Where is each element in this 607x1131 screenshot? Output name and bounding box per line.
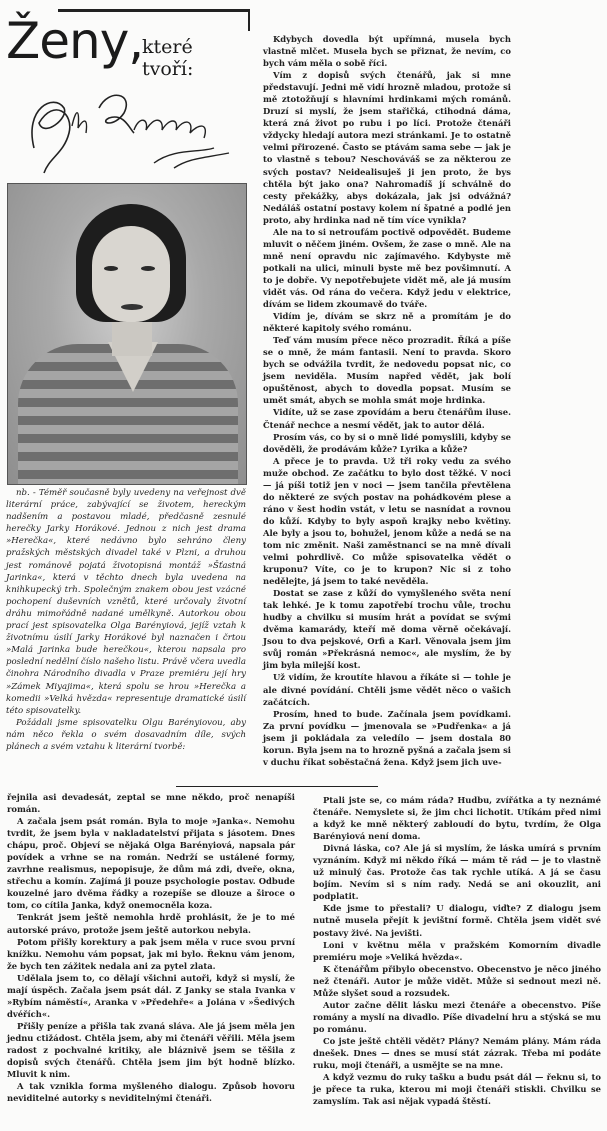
article-paragraph: Kdybych dovedla být upřímná, musela bych vlastně mlčet. Musela bych se přiznat, že nevím, co bych vám měla o sobě říci. xyxy=(263,34,511,69)
caption-paragraph: Požádali jsme spisovatelku Olgu Barényiovou, aby nám něco řekla o svém dosavadním díle, svých plánech a svém vztahu k literární tvorbě: xyxy=(6,717,246,752)
article-paragraph: K čtenářům přibylo obecenstvo. Obecenstvo je něco jiného než čtenáři. Autor je může vidět. Může si sednout mezi ně. Může slyšet soud a rozsudek. xyxy=(313,963,601,998)
article-paragraph: Teď vám musím přece něco prozradit. Říká a píše se o mně, že mám fantasii. Není to pravda. Skoro bych se odvážila tvrdit, že nedovedu popsat nic, co jsem neviděla. Musím napřed vědět, jak bolí opuštěnost, abych to dovedla popsat. Musím se umět smát, abych se mohla smát moje hrdinka. xyxy=(263,335,511,406)
article-paragraph: Tenkrát jsem ještě nemohla hrdě prohlásit, že je to mé autorské právo, protože jsem ještě autorkou nebyla. xyxy=(7,912,295,935)
article-paragraph: Vím z dopisů svých čtenářů, jak si mne představují. Jedni mě vidí hrozně mladou, protože si mě ztotožňují s hlavními hrdinkami mých románů. Druzí si myslí, že jsem stařičká, ctihodná dáma, která zná život po rubu i po líci. Protože čtenáři vždycky hledají autora mezi stránkami. Je to ostatně velmi přirozené. Často se ptávám sama sebe — jak je to vlastně s tebou? Neschováváš se za některou ze svých postav? Neidealisuješ ji jen proto, že bys chtěla být jako ona? Nahromadíš jí schválně do cesty překážky, abys dokázala, jak jsi odvážná? Nedáláš ostatní postavy kolem ní špatné a podlé jen proto, aby hrdinka nad ně tím více vynikla? xyxy=(263,70,511,225)
article-paragraph: Ptali jste se, co mám ráda? Hudbu, zvířátka a ty neznámé čtenáře. Nemyslete si, že jim chci lichotit. Utíkám před nimi a když ke mně některý zabloudí do bytu, tvrdím, že Olga Barényiová není doma. xyxy=(313,795,601,842)
article-column-bottom-right xyxy=(313,794,601,1107)
article-paragraph: A když vezmu do ruky tašku a budu psát dál — řeknu si, to je přece ta ruka, kterou mi moji čtenáři stiskli. Chvilku se zamyslím. Tak asi nějak vypadá štěstí. xyxy=(313,1072,601,1107)
article-paragraph: Přišly peníze a přišla tak zvaná sláva. Ale já jsem měla jen jednu ctižádost. Chtěla jsem, aby mi čtenáři věřili. Měla jsem radost z pochvalné kritiky, ale bláznivě jsem se těšila z dopisů svých čtenářů. Chtěla jsem jim být hodně blízko. Mluvit k nim. xyxy=(7,1020,295,1080)
signature-icon xyxy=(14,78,234,178)
photo-caption-intro xyxy=(6,487,246,753)
article-paragraph: Už vidím, že kroutíte hlavou a říkáte si — tohle je ale divné povídání. Chtěli jsme vědět něco o vašich začátcích. xyxy=(263,672,511,707)
article-paragraph: Divná láska, co? Ale já si myslím, že láska umírá s prvním vyznáním. Když mi někdo říká — mám tě rád — je to vlastně už minulý čas. Protože čas tak rychle utíká. A já se času bojím. Nevím si s ním rady. Nedá se ani okouzlit, ani podplatit. xyxy=(313,843,601,902)
author-portrait-photo xyxy=(7,183,247,485)
article-paragraph: Prosím, hned to bude. Začínala jsem povídkami. Za první povídku — jmenovala se »Pudřenka« a já jsem ji pokládala za veledílo — jsem dostala 80 korun. Byla jsem na to hrozně pyšná a začala jsem si v duchu říkat soběstačná žena. Když jsem jich uve- xyxy=(263,708,511,767)
caption-paragraph: nb. - Téměř současně byly uvedeny na veřejnost dvě literární práce, zabývající se životem, hereckým nadšením a postavou mladé, předčasně zesnulé herečky Jarky Horákové. Jednou z nich jest drama »Herečka«, které nedávno bylo sehráno členy pražských městských divadel také v Plzni, a druhou jest románově pojatá životopisná montáž »Šťastná Jarinka«, která v těchto dnech byla uvedena na knihkupecký trh. Společným znakem obou jest vzácné pochopení duševních vznětů, které určovaly životní dráhu mimořádně nadané umělkyně. Autorkou obou prací jest spisovatelka Olga Barényiová, jejíž vztah k životnímu úsilí Jarky Horákové byl naznačen i črtou »Malá Jarinka bude herečkou«, kterou napsala pro poslední nedělní číslo našeho listu. Právě včera uvedla činohra Národního divadla v Praze premiéru její hry »Zámek Miyajima«, která spolu se hrou »Herečka a komedii »Velká hvězda« representuje dramatické úsilí této spisovatelky. xyxy=(6,488,246,716)
article-paragraph: Loni v květnu měla v pražském Komorním divadle premiéru moje »Veliká hvězda«. xyxy=(313,939,601,962)
author-signature xyxy=(14,78,234,178)
article-paragraph: Co jste ještě chtěli vědět? Plány? Nemám plány. Mám ráda dnešek. Dnes — dnes se musí stát zázrak. Třeba mi podáte ruku, moji čtenáři, a usmějte se na mne. xyxy=(313,1035,601,1071)
article-paragraph: Kde jsme to přestali? U dialogu, viďte? Z dialogu jsem nutně musela přejít k jevištní formě. Chtěla jsem vidět své postavy živé. Na jevišti. xyxy=(313,903,601,938)
column-divider xyxy=(300,786,378,787)
article-column-bottom-left xyxy=(7,791,295,1104)
headline-subtitle: které tvoří: xyxy=(142,36,194,80)
article-paragraph: Ale na to si netroufám poctivě odpovědět. Budeme mluvit o něčem jiném. Ovšem, že zase o mně. Ale na mně není opravdu nic zajímavého. Kdybyste mě potkali na ulici, minuli byste mě bez povšimnutí. A to je dobře. Vy nepotřebujete vidět mě, ale já musím vidět vás. Od rána do večera. Když jedu v elektrice, dívám se lidem zkoumavě do tváře. xyxy=(263,226,511,310)
article-paragraph: řejnila asi devadesát, zeptal se mne někdo, proč nenapíši román. xyxy=(7,792,295,815)
article-column-right-top xyxy=(263,33,511,768)
headline-title: Ženy, xyxy=(6,12,144,70)
headline xyxy=(6,6,246,80)
article-paragraph: A tak vznikla forma myšleného dialogu. Způsob hovoru neviditelné autorky s neviditelnými čtenáři. xyxy=(7,1081,295,1104)
article-paragraph: Dostat se zase z kůží do vymyšleného světa není tak lehké. Je k tomu zapotřebí trochu vůle, trochu hudby a chvilku si musím hrát a povídat se svými dvěma kamarády, kteří mě doma věrně očekávají. Jsou to dva pejskové, Orfi a Karl. Věnovala jsem jim svůj román »Překrásná nemoc«, ale myslím, že by jim byla milejší kost. xyxy=(263,588,511,671)
article-paragraph: Autor začne dělit lásku mezi čtenáře a obecenstvo. Píše romány a myslí na divadlo. Píše divadelní hru a stýská se mu po románu. xyxy=(313,999,601,1034)
article-paragraph: A začala jsem psát román. Byla to moje »Janka«. Nemohu tvrdit, že jsem byla v nakladatelství přijata s jásotem. Dnes chápu, proč. Objeví se nějaká Olga Barényiová, napsala pár povídek a vrhne se na román. Nedrží se ustálené formy, zavrhne realismus, nepopisuje, že dům má zdi, dveře, okna, střechu a komín. Zajímá ji pouze psychologie postav. Odbude kouzelné jaro dvěma řádky a rozepíše se dlouze a široce o tom, co cítila Janka, když onemocněla koza. xyxy=(7,816,295,911)
article-paragraph: A přece je to pravda. Už tři roky vedu za svého muže obchod. Ze začátku to bylo dost těžké. V noci — já píši totiž jen v noci — jsem tančila převtělena do některé ze svých postav na pohádkovém plese a ráno v šest hodin vstát, v letu se nasnídat a rovnou do kůží. Kdyby to byly aspoň krajky nebo květiny. Ale byly a jsou to, bohužel, jenom kůže a nedá se na tom nic změnit. Naši zaměstnanci se na mně dívali velmi pohrdlivě. Co může spisovatelka vědět o kruponu? Víte, co je to krupon? Nic si z toho nedělejte, já jsem to také nevěděla. xyxy=(263,455,511,587)
article-paragraph: Vidíte, už se zase zpovídám a beru čtenářům iluse. Čtenář nechce a nesmí vědět, jak to autor dělá. xyxy=(263,407,511,430)
article-paragraph: Vidím je, dívám se skrz ně a promítám je do některé kapitoly svého románu. xyxy=(263,311,511,334)
column-divider xyxy=(176,786,301,787)
headline-rule-side xyxy=(248,9,250,31)
article-paragraph: Potom přišly korektury a pak jsem měla v ruce svou první knížku. Nemohu vám popsat, jak mi bylo. Řeknu vám jenom, že bych ten zážitek nedala ani za pytel zlata. xyxy=(7,936,295,971)
article-paragraph: Udělala jsem to, co dělají všichni autoři, když si myslí, že mají úspěch. Začala jsem psát dál. Z Janky se stala Ivanka v »Rybím náměstí«, Aranka v »Předehře« a Jolána v »Šedivých dvéřích«. xyxy=(7,972,295,1019)
article-paragraph: Prosím vás, co by si o mně lidé pomyslili, kdyby se dověděli, že prodávám kůže? Lyrika a kůže? xyxy=(263,431,511,454)
